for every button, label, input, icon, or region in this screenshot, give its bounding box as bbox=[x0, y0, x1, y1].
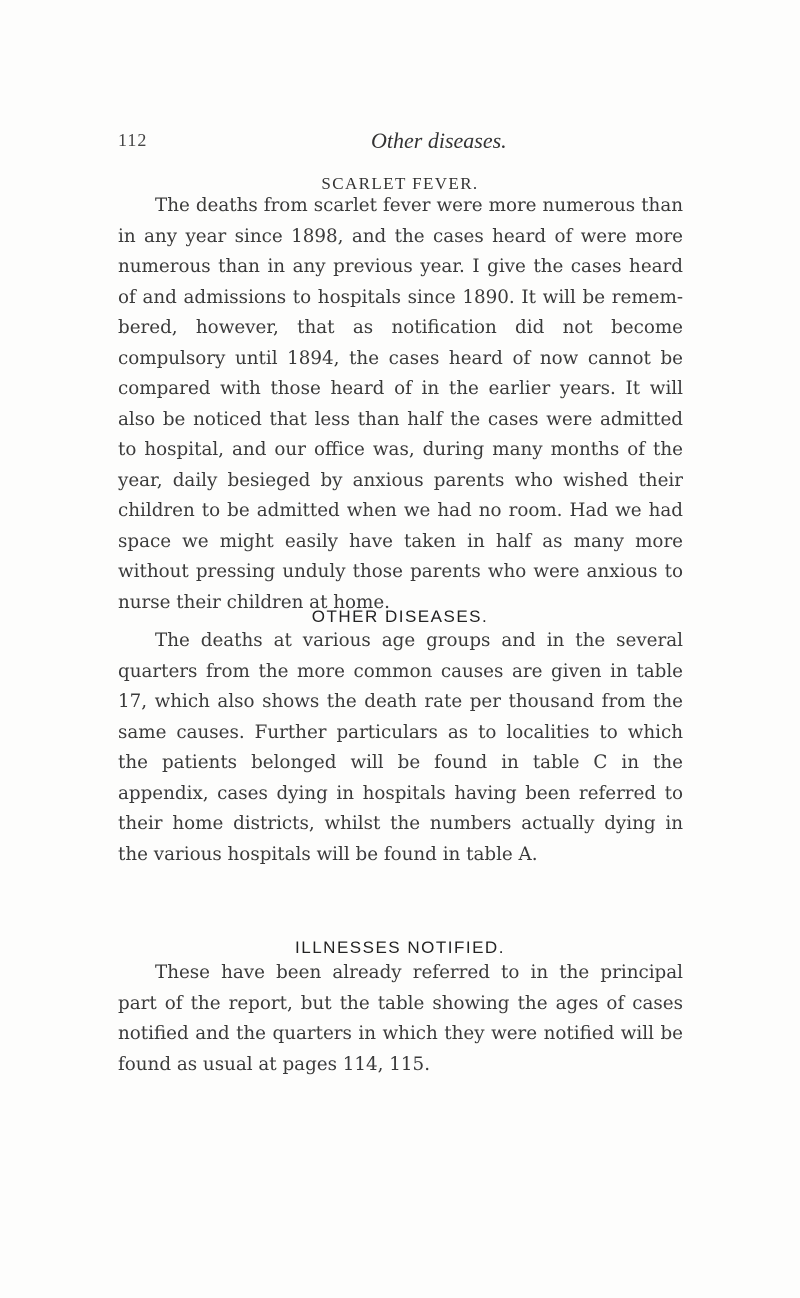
page-number: 112 bbox=[118, 130, 148, 150]
paragraph-illnesses-notified: These have been already referred to in the principal part of the report, but the table showing the ages of cases notified and the quarters in which they were notified will be found as usual at pages 114, 115. bbox=[118, 962, 683, 1075]
running-header bbox=[118, 130, 678, 160]
section-heading-illnesses-notified: ILLNESSES NOTIFIED. bbox=[295, 938, 505, 957]
section-heading-other-diseases: OTHER DISEASES. bbox=[311, 607, 489, 626]
running-title: Other diseases. bbox=[371, 128, 507, 153]
section-heading-scarlet-fever: SCARLET FEVER. bbox=[321, 174, 479, 193]
paragraph-other-diseases: The deaths at various age groups and in the several quarters from the more common causes are given in table 17, which also shows the death rate per thousand from the same causes. Further particulars as to localities to which the patients belonged will be found in table C in the appendix, cases dying in hospitals having been referred to their home districts, whilst the numbers actually dying in the various hospitals will be found in table A. bbox=[118, 630, 683, 865]
paragraph-scarlet-fever: The deaths from scarlet fever were more numerous than in any year since 1898, and the cases heard of were more numerous than in any previous year. I give the cases heard of and admissions to hospitals since 1890. It will be remembered, however, that as notification did not become compulsory until 1894, the cases heard of now cannot be compared with those heard of in the earlier years. It will also be noticed that less than half the cases were admitted to hospital, and our office was, during many months of the year, daily besieged by anxious parents who wished their children to be admitted when we had no room. Had we had space we might easily have taken in half as many more without pressing unduly those parents who were anxious to nurse their children at home. bbox=[118, 195, 683, 613]
